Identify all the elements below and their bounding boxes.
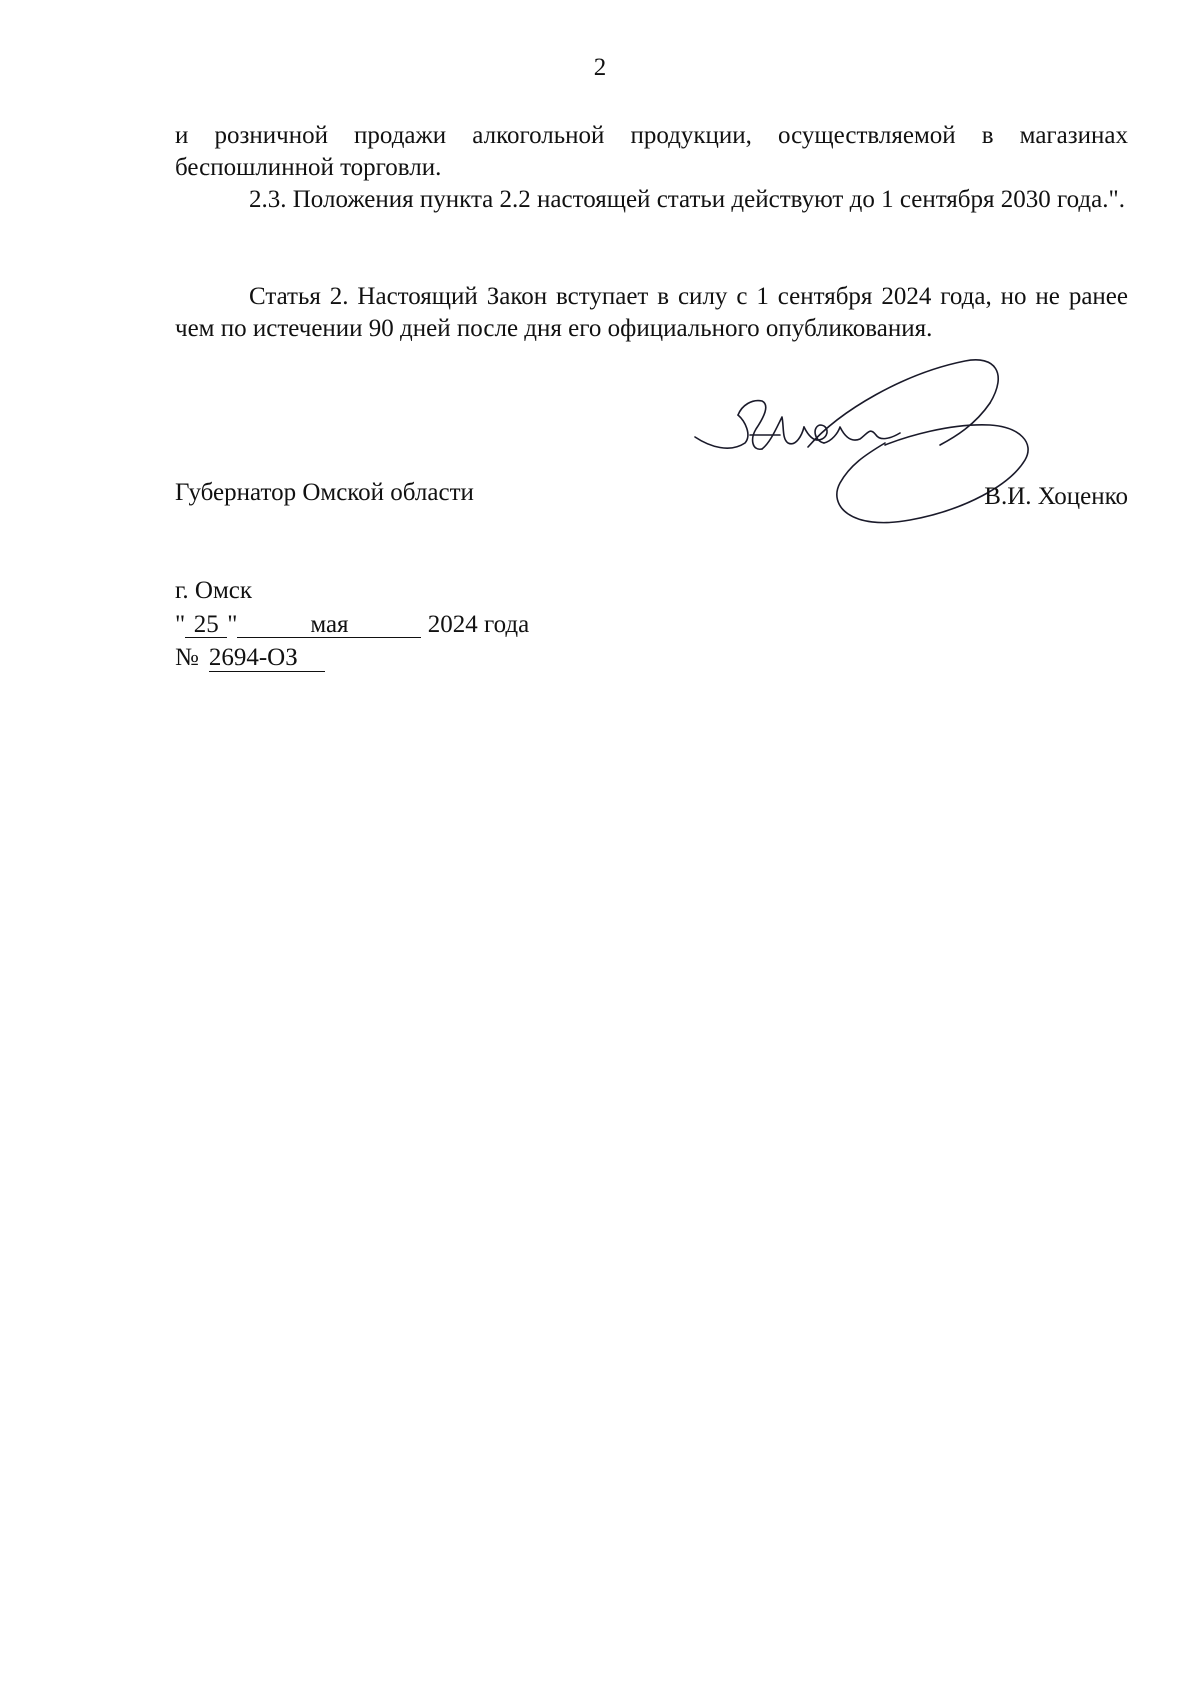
quote-close: " — [227, 611, 238, 638]
page-number: 2 — [593, 54, 607, 81]
date-year: 2024 года — [427, 611, 530, 638]
quote-open: " — [175, 611, 186, 638]
place-of-signing: г. Омск — [175, 577, 253, 604]
date-day: 25 — [185, 613, 227, 638]
signer-name: В.И. Хоценко — [984, 483, 1128, 510]
number-sign: № — [175, 644, 199, 671]
paragraph-continuation: и розничной продажи алкогольной продукции, осуществляемой в магазинах беспошлинной торговли. — [175, 122, 1128, 181]
signing-date — [175, 609, 529, 641]
law-number-value: 2694-ОЗ — [209, 645, 325, 672]
date-month: мая — [237, 613, 421, 638]
paragraph-article-2: Статья 2. Настоящий Закон вступает в силу с 1 сентября 2024 года, но не ранее чем по истечении 90 дней после дня его официального опубликования. — [175, 283, 1128, 342]
handwritten-signature — [690, 355, 1110, 545]
signer-title: Губернатор Омской области — [175, 479, 474, 506]
law-number — [175, 642, 325, 674]
paragraph-clause-2-3: 2.3. Положения пункта 2.2 настоящей статьи действуют до 1 сентября 2030 года.". — [249, 186, 1125, 213]
